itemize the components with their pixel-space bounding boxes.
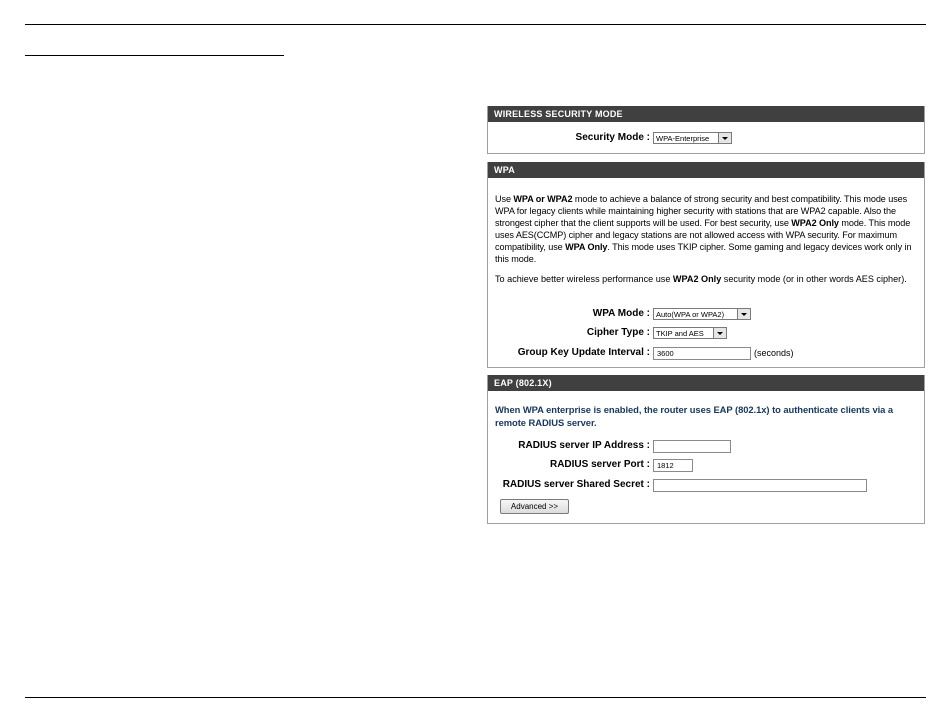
radius-port-input[interactable]: 1812 [653, 459, 693, 472]
radius-ip-label: RADIUS server IP Address : [518, 440, 650, 451]
group-key-interval-input[interactable]: 3600 [653, 347, 751, 360]
chevron-down-icon[interactable] [737, 309, 750, 319]
cipher-type-label: Cipher Type : [586, 327, 650, 338]
radius-secret-input[interactable] [653, 479, 867, 492]
wireless-security-mode-panel [487, 106, 925, 154]
wpa-mode-value: Auto(WPA or WPA2) [656, 310, 725, 319]
cipher-type-select[interactable] [653, 327, 727, 339]
wpa-mode-select[interactable] [653, 308, 751, 320]
eap-description: When WPA enterprise is enabled, the router uses EAP (802.1x) to authenticate clients via a remote RADIUS server. [495, 404, 894, 428]
security-mode-select[interactable] [653, 132, 732, 144]
radius-port-label: RADIUS server Port : [549, 459, 650, 470]
cipher-type-value: TKIP and AES [656, 329, 704, 338]
security-mode-label: Security Mode : [575, 132, 650, 143]
eap-panel [487, 375, 925, 524]
heading-underline [25, 55, 284, 56]
bottom-rule [25, 697, 926, 698]
advanced-button[interactable]: Advanced >> [500, 499, 569, 514]
group-key-interval-label: Group Key Update Interval : [517, 347, 650, 358]
top-rule [25, 24, 926, 25]
radius-ip-input[interactable] [653, 440, 731, 453]
security-mode-value: WPA-Enterprise [656, 134, 710, 143]
wpa-performance-note: To achieve better wireless performance use WPA2 Only security mode (or in other words AES cipher). [495, 274, 907, 284]
radius-secret-label: RADIUS server Shared Secret : [502, 479, 650, 490]
wpa-header: WPA [488, 162, 924, 178]
eap-header: EAP (802.1X) [488, 375, 924, 391]
chevron-down-icon[interactable] [713, 328, 726, 338]
wireless-security-mode-header: WIRELESS SECURITY MODE [488, 106, 924, 122]
wpa-panel [487, 162, 925, 368]
chevron-down-icon[interactable] [718, 133, 731, 143]
wpa-description: Use WPA or WPA2 mode to achieve a balance of strong security and best compatibility. This mode uses WPA for legacy clients while maintaining higher security with stations that are WPA2 capable. Also the strongest cipher that the client supports will be used. For best security, use WPA2 Only mode. This mode uses AES(CCMP) cipher and legacy stations are not allowed access with WPA security. For maximum compatibility, use WPA Only. This mode uses TKIP cipher. Some gaming and legacy devices work only in this mode. [495, 194, 912, 264]
group-key-interval-unit: (seconds) [754, 348, 794, 358]
wpa-mode-label: WPA Mode : [592, 308, 650, 319]
